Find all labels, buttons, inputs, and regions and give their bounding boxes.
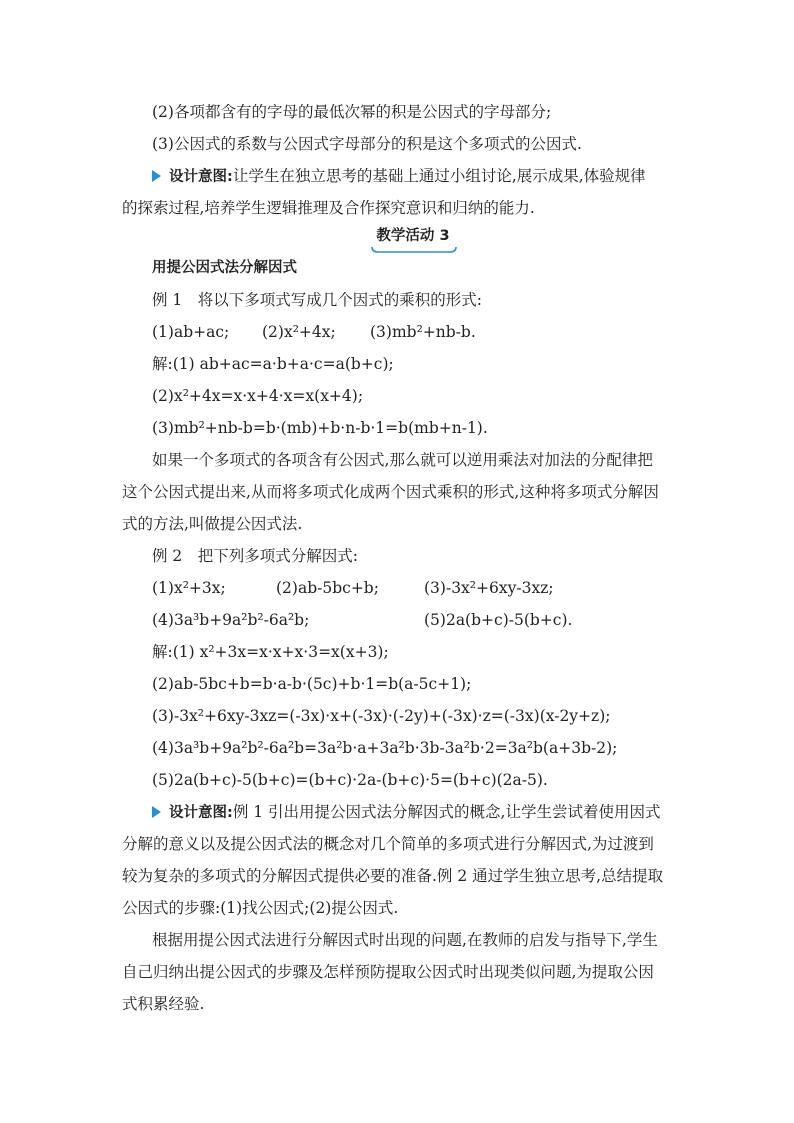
solution-line: (4)3a³b+9a²b²-6a²b=3a²b·a+3a²b·3b-3a²b·2=3a²b(a+3b-2); bbox=[152, 739, 618, 757]
text-line: 公因式的步骤:(1)找公因式;(2)提公因式. bbox=[122, 899, 399, 917]
example-2-row-2 bbox=[152, 610, 712, 630]
triangle-bullet-icon bbox=[152, 170, 161, 182]
text-line: (3)公因式的系数与公因式字母部分的积是这个多项式的公因式. bbox=[152, 135, 582, 153]
text-line: 的探索过程,培养学生逻辑推理及合作探究意识和归纳的能力. bbox=[122, 199, 535, 217]
solution-line: 解:(1) ab+ac=a·b+a·c=a(b+c); bbox=[152, 355, 394, 373]
example-item: (3)mb²+nb-b. bbox=[370, 323, 476, 341]
paragraph-line: 如果一个多项式的各项含有公因式,那么就可以逆用乘法对加法的分配律把 bbox=[152, 451, 653, 469]
design-intent-label: 设计意图: bbox=[169, 169, 233, 185]
design-intent-text: 让学生在独立思考的基础上通过小组讨论,展示成果,体验规律 bbox=[232, 167, 646, 185]
paragraph-line: 式积累经验. bbox=[122, 995, 205, 1013]
text-line: (2)各项都含有的字母的最低次幂的积是公因式的字母部分; bbox=[152, 103, 552, 121]
example-1-heading: 例 1 将以下多项式写成几个因式的乘积的形式: bbox=[152, 291, 483, 309]
example-item: (4)3a³b+9a²b²-6a²b; bbox=[152, 611, 310, 629]
activity-title: 教学活动 3 bbox=[376, 228, 450, 244]
activity-underline-icon bbox=[370, 245, 458, 255]
solution-line: (5)2a(b+c)-5(b+c)=(b+c)·2a-(b+c)·5=(b+c)(2a-5). bbox=[152, 771, 548, 789]
example-item: (1)x²+3x; bbox=[152, 579, 226, 597]
solution-line: (2)ab-5bc+b=b·a-b·(5c)+b·1=b(a-5c+1); bbox=[152, 675, 472, 693]
example-item: (2)x²+4x; bbox=[262, 323, 336, 341]
example-item: (3)-3x²+6xy-3xz; bbox=[424, 579, 554, 597]
solution-line: (3)mb²+nb-b=b·(mb)+b·n-b·1=b(mb+n-1). bbox=[152, 419, 488, 437]
solution-line: 解:(1) x²+3x=x·x+x·3=x(x+3); bbox=[152, 643, 389, 661]
example-item: (1)ab+ac; bbox=[152, 323, 230, 341]
design-intent-2 bbox=[152, 802, 712, 823]
example-item: (5)2a(b+c)-5(b+c). bbox=[424, 611, 573, 629]
solution-line: (3)-3x²+6xy-3xz=(-3x)·x+(-3x)·(-2y)+(-3x)·z=(-3x)(x-2y+z); bbox=[152, 707, 611, 725]
text-line: 分解的意义以及提公因式法的概念对几个简单的多项式进行分解因式,为过渡到 bbox=[122, 835, 654, 853]
design-intent-label: 设计意图: bbox=[169, 805, 233, 821]
paragraph-line: 这个公因式提出来,从而将多项式化成两个因式乘积的形式,这种将多项式分解因 bbox=[122, 483, 659, 501]
example-1-items bbox=[152, 322, 712, 342]
example-2-row-1 bbox=[152, 578, 712, 598]
design-intent-1 bbox=[152, 166, 712, 187]
design-intent-text: 例 1 引出用提公因式法分解因式的概念,让学生尝试着使用因式 bbox=[232, 803, 661, 821]
paragraph-line: 自己归纳出提公因式的步骤及怎样预防提取公因式时出现类似问题,为提取公因 bbox=[122, 963, 654, 981]
text-line: 较为复杂的多项式的分解因式提供必要的准备.例 2 通过学生独立思考,总结提取 bbox=[122, 867, 664, 885]
example-2-heading: 例 2 把下列多项式分解因式: bbox=[152, 547, 359, 565]
solution-line: (2)x²+4x=x·x+4·x=x(x+4); bbox=[152, 387, 364, 405]
triangle-bullet-icon bbox=[152, 806, 161, 818]
example-item: (2)ab-5bc+b; bbox=[276, 579, 379, 597]
paragraph-line: 根据用提公因式法进行分解因式时出现的问题,在教师的启发与指导下,学生 bbox=[152, 931, 658, 949]
section-title: 用提公因式法分解因式 bbox=[152, 260, 297, 276]
paragraph-line: 式的方法,叫做提公因式法. bbox=[122, 515, 303, 533]
